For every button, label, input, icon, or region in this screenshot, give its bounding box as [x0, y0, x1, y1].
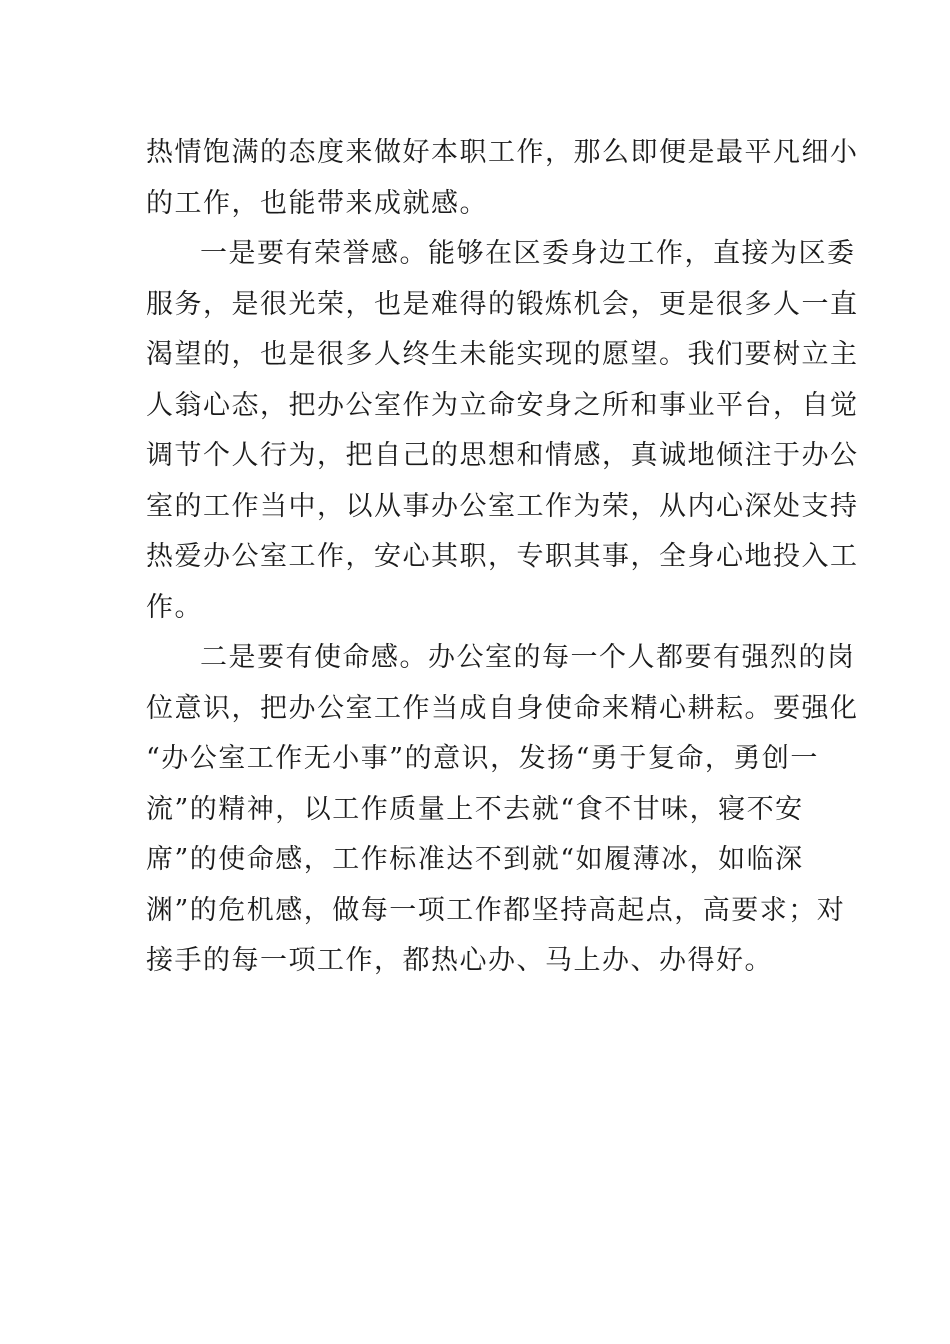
text-line: 人翁心态，把办公室作为立命安身之所和事业平台，自觉	[146, 389, 859, 421]
text-line: 室的工作当中，以从事办公室工作为荣，从内心深处支持	[146, 490, 859, 522]
text-line: 二是要有使命感。办公室的每一个人都要有强烈的岗	[200, 642, 856, 673]
text-line: 渴望的，也是很多人终生未能实现的愿望。我们要树立主	[146, 339, 859, 370]
text-line: 热情饱满的态度来做好本职工作，那么即便是最平凡细小	[146, 137, 859, 168]
text-line: 的工作，也能带来成就感。	[146, 187, 488, 219]
text-line: 位意识，把办公室工作当成自身使命来精心耕耘。要强化	[146, 692, 859, 724]
paragraph-sense-of-mission	[146, 633, 859, 987]
text-line: 渊”的危机感，做每一项工作都坚持高起点，高要求；对	[146, 894, 846, 926]
text-line: 热爱办公室工作，安心其职，专职其事，全身心地投入工	[146, 541, 859, 572]
document-body	[146, 128, 859, 987]
text-line: 流”的精神，以工作质量上不去就“食不甘味，寝不安	[146, 793, 804, 825]
paragraph-sense-of-honor	[146, 229, 859, 633]
text-line: 调节个人行为，把自己的思想和情感，真诚地倾注于办公	[146, 440, 859, 471]
text-line: 一是要有荣誉感。能够在区委身边工作，直接为区委	[200, 238, 856, 269]
paragraph-intro-continuation	[146, 128, 859, 229]
text-line: 作。	[146, 591, 203, 623]
text-line: 席”的使命感，工作标准达不到就“如履薄冰，如临深	[146, 844, 804, 875]
text-line: 服务，是很光荣，也是难得的锻炼机会，更是很多人一直	[146, 288, 859, 320]
text-line: “办公室工作无小事”的意识，发扬“勇于复命，勇创一	[146, 743, 819, 774]
text-line: 接手的每一项工作，都热心办、马上办、办得好。	[146, 945, 773, 976]
